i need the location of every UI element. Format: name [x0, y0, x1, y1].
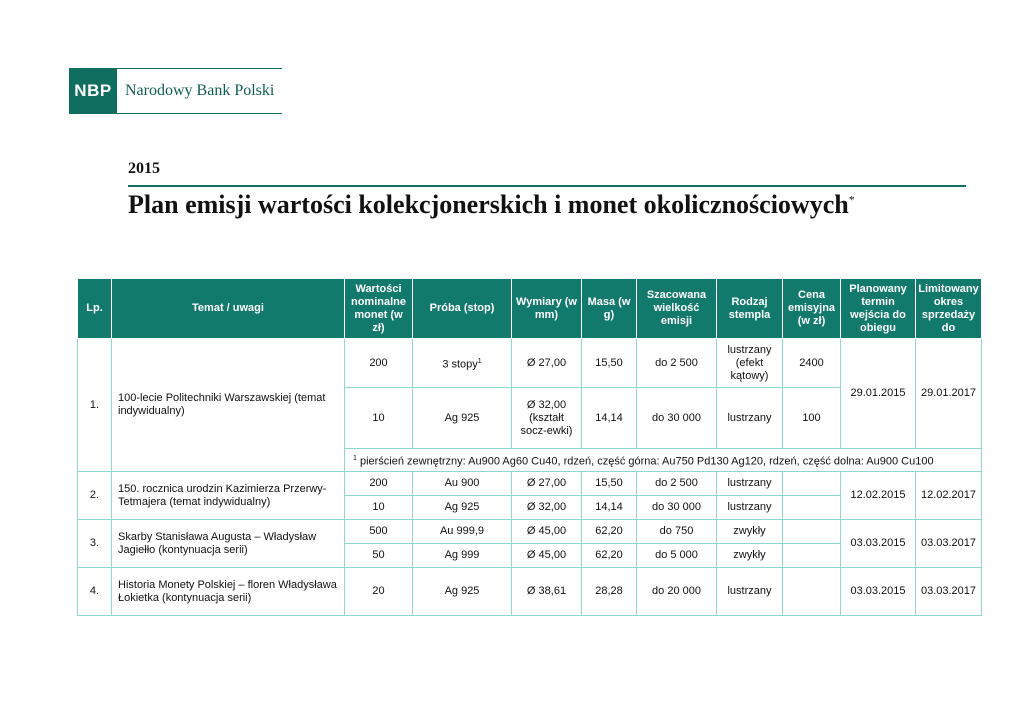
cell-nominal: 50: [345, 544, 413, 568]
cell-termin: 03.03.2015: [841, 568, 916, 616]
cell-cena: 2400: [783, 339, 841, 388]
cell-masa: 14,14: [582, 388, 637, 449]
cell-masa: 28,28: [582, 568, 637, 616]
title-rule: [128, 185, 966, 187]
cell-proba: Ag 999: [413, 544, 512, 568]
cell-proba: [413, 339, 512, 388]
cell-nominal: 500: [345, 520, 413, 544]
cell-temat: 100-lecie Politechniki Warszawskiej (temat indywidualny): [112, 339, 345, 472]
cell-wielkosc: do 2 500: [637, 339, 717, 388]
cell-wymiary: Ø 38,61: [512, 568, 582, 616]
logo-badge: NBP: [69, 68, 117, 114]
cell-wielkosc: do 30 000: [637, 496, 717, 520]
cell-termin: 29.01.2015: [841, 339, 916, 449]
cell-cena: [783, 496, 841, 520]
cell-stempel: lustrzany: [717, 496, 783, 520]
cell-lp: 1.: [78, 339, 112, 472]
logo-wordmark: Narodowy Bank Polski: [125, 82, 275, 99]
cell-stempel: lustrzany (efekt kątowy): [717, 339, 783, 388]
cell-proba: Ag 925: [413, 496, 512, 520]
cell-stempel: zwykły: [717, 544, 783, 568]
cell-okres: 29.01.2017: [916, 339, 982, 449]
emission-plan-table: [77, 278, 982, 616]
cell-proba: Au 900: [413, 472, 512, 496]
cell-masa: 62,20: [582, 544, 637, 568]
cell-masa: 15,50: [582, 339, 637, 388]
col-header-temat: Temat / uwagi: [112, 279, 345, 339]
cell-nominal: 10: [345, 388, 413, 449]
cell-cena: [783, 568, 841, 616]
table-row: [78, 568, 982, 616]
cell-stempel: lustrzany: [717, 568, 783, 616]
cell-masa: 14,14: [582, 496, 637, 520]
col-header-okres: Limitowany okres sprzedaży do: [916, 279, 982, 339]
col-header-wymiary: Wymiary (w mm): [512, 279, 582, 339]
col-header-cena: Cena emisyjna (w zł): [783, 279, 841, 339]
cell-proba: Ag 925: [413, 568, 512, 616]
cell-stempel: zwykły: [717, 520, 783, 544]
cell-okres: 12.02.2017: [916, 472, 982, 520]
col-header-termin: Planowany termin wejścia do obiegu: [841, 279, 916, 339]
cell-cena: [783, 520, 841, 544]
title-footnote-mark: *: [848, 192, 855, 207]
cell-wymiary: Ø 32,00: [512, 496, 582, 520]
col-header-proba: Próba (stop): [413, 279, 512, 339]
document-year: 2015: [128, 160, 160, 177]
cell-lp: 3.: [78, 520, 112, 568]
cell-wielkosc: do 5 000: [637, 544, 717, 568]
cell-cena: [783, 472, 841, 496]
page-title: [128, 190, 855, 220]
cell-wielkosc: do 750: [637, 520, 717, 544]
cell-nominal: 200: [345, 472, 413, 496]
cell-termin: 12.02.2015: [841, 472, 916, 520]
cell-termin: 03.03.2015: [841, 520, 916, 568]
cell-masa: 15,50: [582, 472, 637, 496]
cell-okres: 03.03.2017: [916, 520, 982, 568]
cell-wielkosc: do 20 000: [637, 568, 717, 616]
cell-temat: Skarby Stanisława Augusta – Władysław Jagiełło (kontynuacja serii): [112, 520, 345, 568]
cell-okres: 03.03.2017: [916, 568, 982, 616]
cell-wymiary: Ø 45,00: [512, 544, 582, 568]
proba-text: 3 stopy: [442, 358, 478, 371]
footnote-mark: 1: [353, 454, 357, 462]
table-header-row: [78, 279, 982, 339]
cell-stempel: lustrzany: [717, 472, 783, 496]
col-header-lp: Lp.: [78, 279, 112, 339]
col-header-masa: Masa (w g): [582, 279, 637, 339]
col-header-stempel: Rodzaj stempla: [717, 279, 783, 339]
cell-cena: [783, 544, 841, 568]
cell-wymiary: Ø 32,00 (kształt socz-ewki): [512, 388, 582, 449]
cell-nominal: 10: [345, 496, 413, 520]
cell-cena: 100: [783, 388, 841, 449]
footnote-text: pierścień zewnętrzny: Au900 Ag60 Cu40, rdzeń, część górna: Au750 Pd130 Ag120, rdzeń, część dolna: Au900 Cu100: [356, 455, 934, 468]
cell-lp: 4.: [78, 568, 112, 616]
cell-wymiary: Ø 45,00: [512, 520, 582, 544]
table-row: [78, 520, 982, 544]
table-row: [78, 339, 982, 388]
cell-wielkosc: do 2 500: [637, 472, 717, 496]
logo-top-line: [117, 68, 282, 69]
cell-proba: Ag 925: [413, 388, 512, 449]
cell-nominal: 200: [345, 339, 413, 388]
cell-wymiary: Ø 27,00: [512, 472, 582, 496]
page-title-text: Plan emisji wartości kolekcjonerskich i monet okolicznościowych: [128, 190, 849, 219]
cell-wymiary: Ø 27,00: [512, 339, 582, 388]
cell-masa: 62,20: [582, 520, 637, 544]
cell-footnote: [345, 449, 982, 472]
proba-footnote-mark: 1: [477, 357, 482, 365]
cell-proba: Au 999,9: [413, 520, 512, 544]
cell-lp: 2.: [78, 472, 112, 520]
cell-nominal: 20: [345, 568, 413, 616]
col-header-wartosci: Wartości nominalne monet (w zł): [345, 279, 413, 339]
cell-temat: 150. rocznica urodzin Kazimierza Przerwy-Tetmajera (temat indywidualny): [112, 472, 345, 520]
cell-wielkosc: do 30 000: [637, 388, 717, 449]
cell-stempel: lustrzany: [717, 388, 783, 449]
col-header-wielkosc: Szacowana wielkość emisji: [637, 279, 717, 339]
logo-bottom-line: [117, 113, 282, 114]
cell-temat: Historia Monety Polskiej – floren Władysława Łokietka (kontynuacja serii): [112, 568, 345, 616]
table-row: [78, 472, 982, 496]
nbp-logo: [69, 68, 274, 114]
